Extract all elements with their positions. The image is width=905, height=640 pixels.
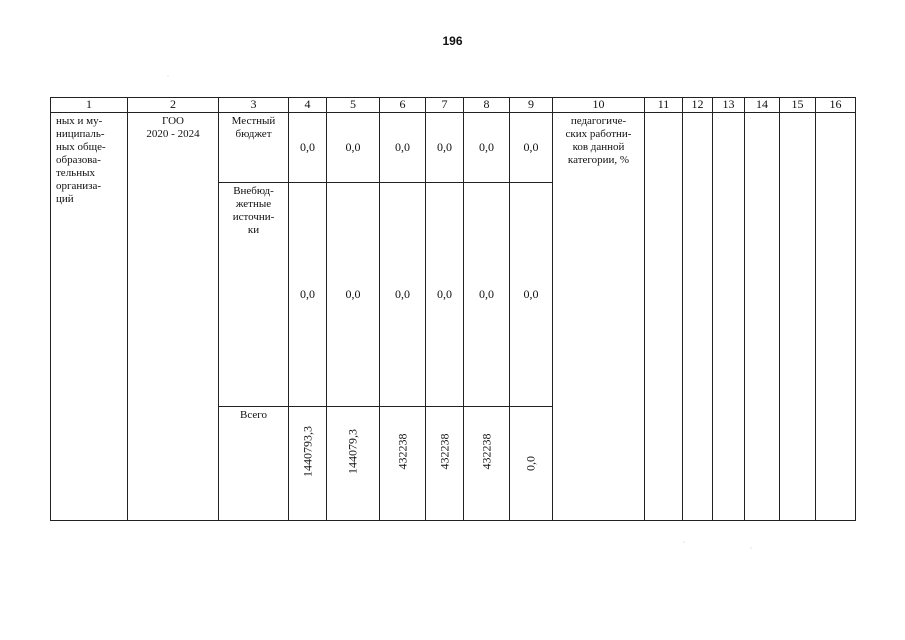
- col-header-2: 2: [128, 98, 219, 113]
- value-cell: 0,0: [464, 183, 510, 407]
- value-cell: [510, 407, 553, 521]
- funding-source-cell: Внебюд- жетные источни- ки: [219, 183, 289, 407]
- empty-cell: [645, 113, 683, 521]
- empty-cell: [713, 113, 745, 521]
- col-header-1: 1: [51, 98, 128, 113]
- program-cell: ГОО 2020 - 2024: [128, 113, 219, 521]
- col-header-10: 10: [553, 98, 645, 113]
- value-cell: 0,0: [510, 113, 553, 183]
- empty-cell: [683, 113, 713, 521]
- rotated-value: 432238: [479, 433, 493, 470]
- col-header-3: 3: [219, 98, 289, 113]
- rotated-value: 432238: [437, 433, 451, 470]
- header-row: [51, 98, 856, 113]
- col-header-11: 11: [645, 98, 683, 113]
- rotated-value: 432238: [395, 433, 409, 470]
- empty-cell: [780, 113, 816, 521]
- value-cell: 0,0: [327, 113, 380, 183]
- col-header-7: 7: [426, 98, 464, 113]
- indicator-cell: педагогиче- ских работни- ков данной категории, %: [553, 113, 645, 521]
- col-header-6: 6: [380, 98, 426, 113]
- empty-cell: [816, 113, 856, 521]
- col-header-4: 4: [289, 98, 327, 113]
- value-cell: 0,0: [327, 183, 380, 407]
- col-header-5: 5: [327, 98, 380, 113]
- col-header-15: 15: [780, 98, 816, 113]
- col-header-8: 8: [464, 98, 510, 113]
- value-cell: 0,0: [464, 113, 510, 183]
- funding-source-cell: Всего: [219, 407, 289, 521]
- value-cell: [289, 407, 327, 521]
- organization-type-cell: ных и му- ниципаль- ных обще- образова- тельных организа- ций: [51, 113, 128, 521]
- page-number: 196: [442, 34, 463, 48]
- rotated-value: 1440793,3: [300, 426, 314, 477]
- value-cell: [426, 407, 464, 521]
- scan-speck: ·: [750, 546, 752, 552]
- col-header-12: 12: [683, 98, 713, 113]
- col-header-9: 9: [510, 98, 553, 113]
- col-header-16: 16: [816, 98, 856, 113]
- budget-table: [50, 97, 856, 521]
- col-header-13: 13: [713, 98, 745, 113]
- value-cell: 0,0: [380, 183, 426, 407]
- value-cell: [464, 407, 510, 521]
- value-cell: [327, 407, 380, 521]
- value-cell: 0,0: [289, 113, 327, 183]
- table-row-local-budget: [51, 113, 856, 183]
- rotated-value: 144079,3: [345, 429, 360, 474]
- col-header-14: 14: [745, 98, 780, 113]
- scan-speck: ·: [683, 540, 685, 546]
- value-cell: 0,0: [380, 113, 426, 183]
- scan-speck: ·: [167, 74, 169, 80]
- value-cell: 0,0: [426, 113, 464, 183]
- funding-source-cell: Местный бюджет: [219, 113, 289, 183]
- value-cell: 0,0: [426, 183, 464, 407]
- value-cell: 0,0: [510, 183, 553, 407]
- value-cell: [380, 407, 426, 521]
- value-cell: 0,0: [289, 183, 327, 407]
- rotated-value: 0,0: [523, 456, 538, 471]
- empty-cell: [745, 113, 780, 521]
